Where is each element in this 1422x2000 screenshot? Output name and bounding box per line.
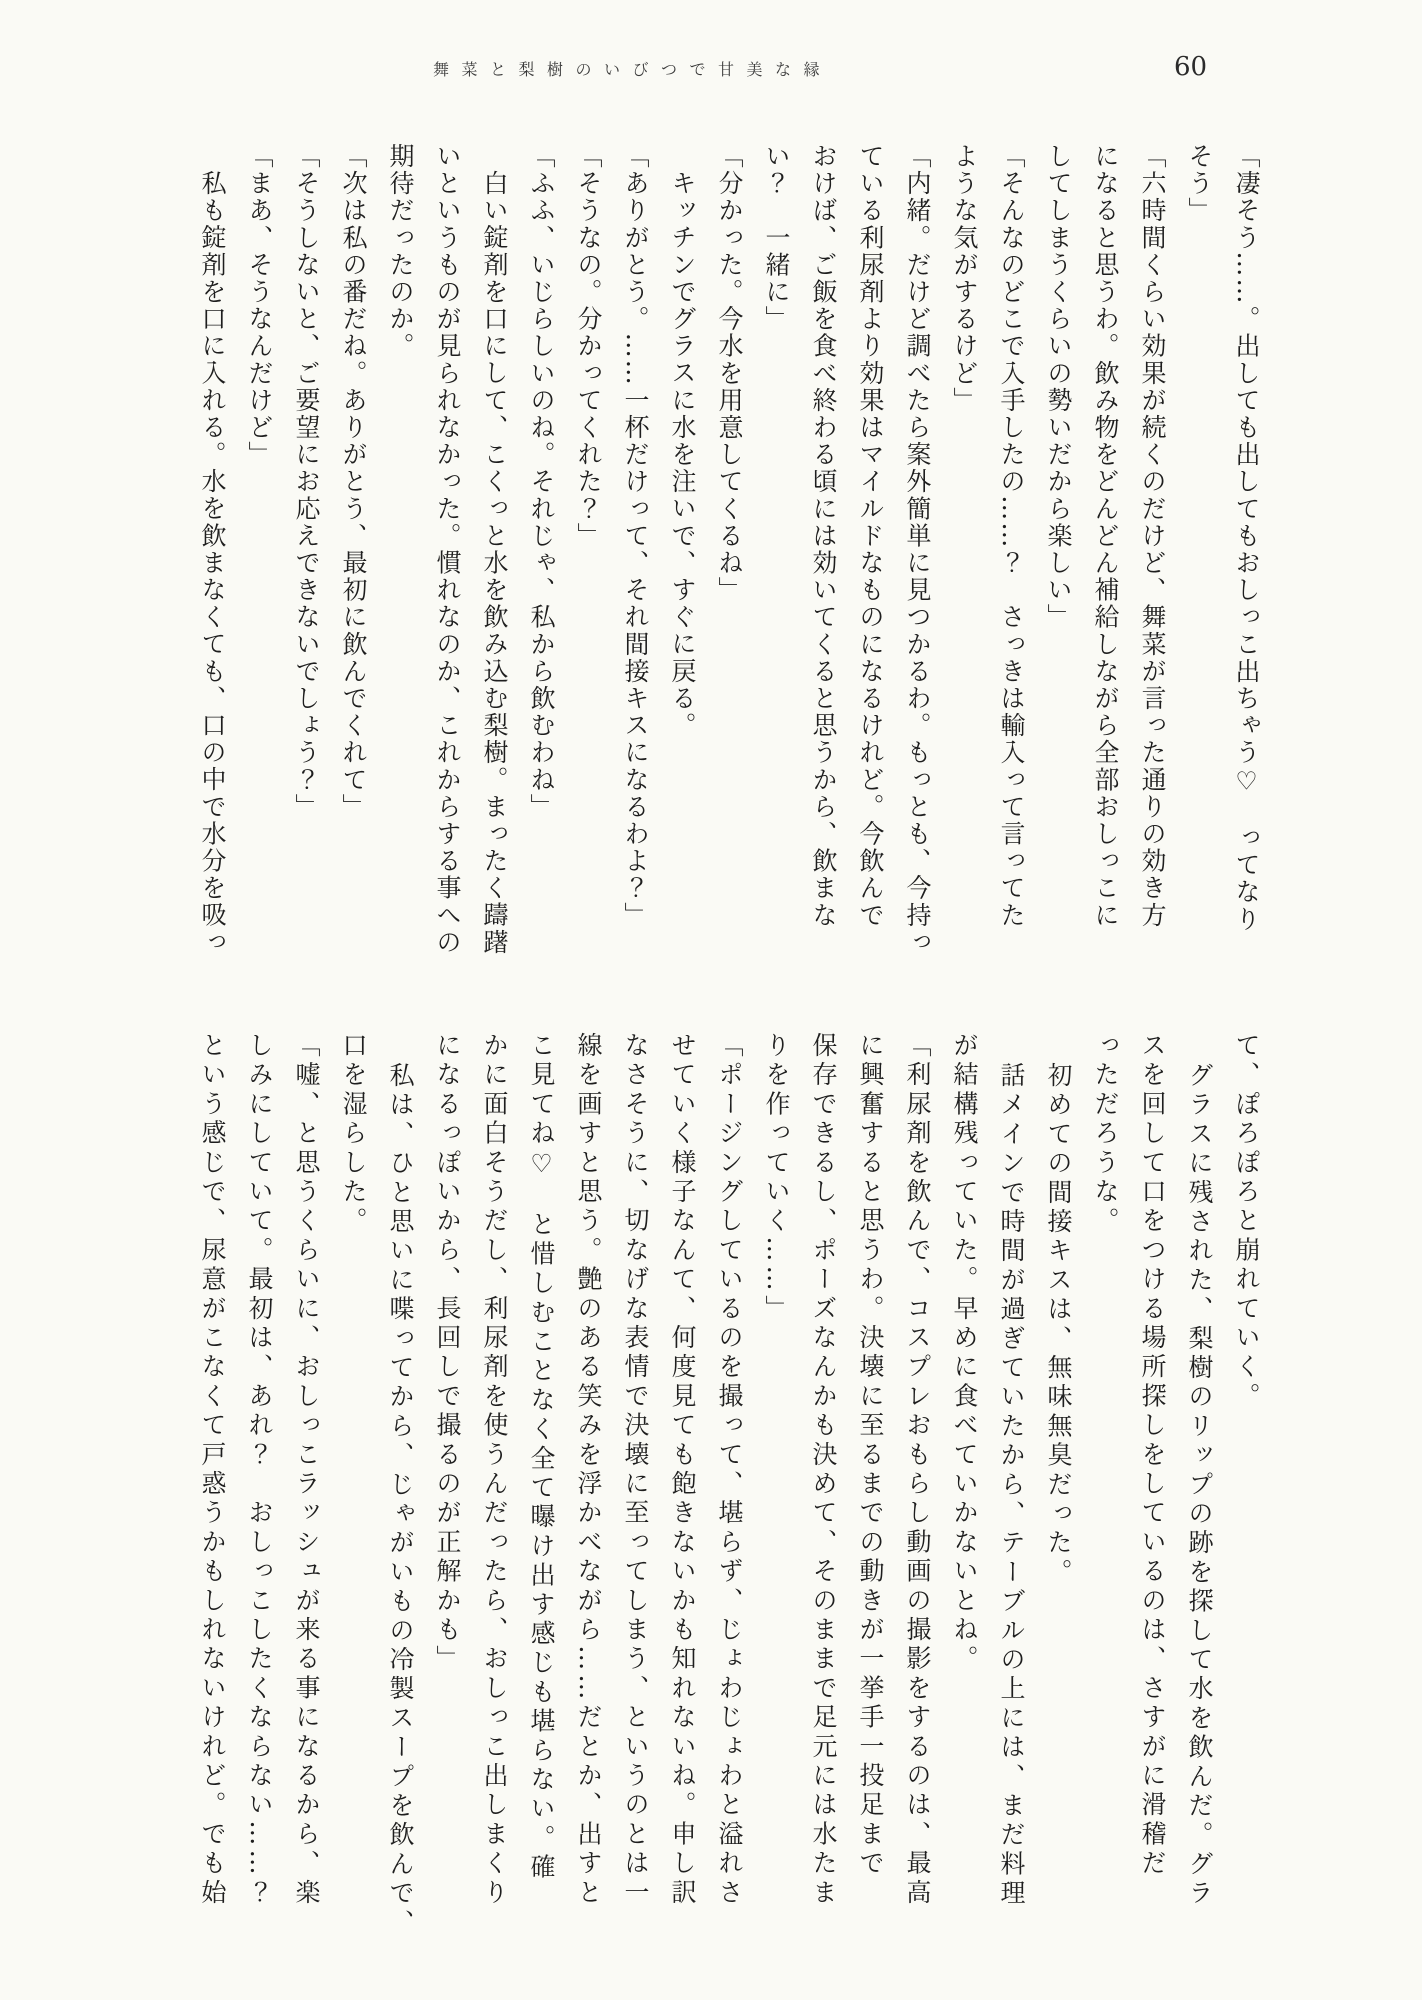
text-line: 「次は私の番だね。ありがとう、最初に飲んでくれて」 — [339, 143, 368, 821]
text-line: なさそうに、切なげな表情で決壊に至ってしまう、というのとは一 — [621, 1032, 650, 1908]
text-line: せていく様子なんて、何度見ても飽きないかも知れないね。申し訳 — [668, 1032, 697, 1908]
text-line: しみにしていて。最初は、あれ？ おしっこしたくならない……？ — [245, 1032, 274, 1908]
text-line: いというものが見られなかった。慣れなのか、これからする事への — [433, 143, 462, 956]
text-line: 「六時間くらい効果が続くのだけど、舞菜が言った通りの効き方 — [1138, 143, 1167, 929]
text-line: おけば、ご飯を食べ終わる頃には効いてくると思うから、飲まな — [809, 143, 838, 929]
text-line: っただろうな。 — [1091, 1032, 1120, 1237]
text-line: 口を湿らした。 — [339, 1032, 368, 1237]
text-line: ような気がするけど」 — [950, 143, 979, 414]
text-line: スを回して口をつける場所探しをしているのは、さすがに滑稽だ — [1138, 1032, 1167, 1879]
text-line: 保存できるし、ポーズなんかも決めて、そのままで足元には水たま — [809, 1032, 838, 1908]
text-line: 「まあ、そうなんだけど」 — [245, 143, 274, 469]
text-block-top — [184, 143, 1270, 985]
text-line: 「分かった。今水を用意してくるね」 — [715, 143, 744, 604]
text-line: 期待だったのか。 — [386, 143, 415, 360]
text-line: 線を画すと思う。艶のある笑みを浮かべながら……だとか、出すと — [574, 1032, 603, 1908]
text-line: 白い錠剤を口にして、こくっと水を飲み込む梨樹。まったく躊躇 — [480, 170, 509, 956]
text-line: そう」 — [1185, 143, 1214, 225]
text-line: 「そうしないと、ご要望にお応えできないでしょう？」 — [292, 143, 321, 821]
text-line: に興奮すると思うわ。決壊に至るまでの動きが一挙手一投足まで — [856, 1032, 885, 1879]
text-line: こ見てね♡ と惜しむことなく全て曝け出す感じも堪らない。確 — [527, 1032, 556, 1883]
text-line: 話メインで時間が過ぎていたから、テーブルの上には、まだ料理 — [997, 1062, 1026, 1909]
text-line: 「利尿剤を飲んで、コスプレおもらし動画の撮影をするのは、最高 — [903, 1032, 932, 1908]
text-line: してしまうくらいの勢いだから楽しい」 — [1044, 143, 1073, 631]
text-line: りを作っていく……」 — [762, 1032, 791, 1324]
text-block-bottom — [184, 1032, 1270, 1988]
text-line: という感じで、尿意がこなくて戸惑うかもしれないけれど。でも始 — [198, 1032, 227, 1908]
text-line: が結構残っていた。早めに食べていかないとね。 — [950, 1032, 979, 1675]
text-line: 私は、ひと思いに喋ってから、じゃがいもの冷製スープを飲んで、 — [386, 1062, 415, 1938]
text-line: 初めての間接キスは、無味無臭だった。 — [1044, 1062, 1073, 1588]
text-line: 「内緒。だけど調べたら案外簡単に見つかるわ。もっとも、今持っ — [903, 143, 932, 956]
text-line: て、ぽろぽろと崩れていく。 — [1232, 1032, 1261, 1412]
text-line: かに面白そうだし、利尿剤を使うんだったら、おしっこ出しまくり — [480, 1032, 509, 1908]
text-line: になると思うわ。飲み物をどんどん補給しながら全部おしっこに — [1091, 143, 1120, 929]
text-line: 「ありがとう。……一杯だけって、それ間接キスになるわよ？」 — [621, 143, 650, 929]
text-line: 「凄そう……。出しても出してもおしっこ出ちゃう♡ ってなり — [1232, 143, 1261, 933]
text-line: 私も錠剤を口に入れる。水を飲まなくても、口の中で水分を吸っ — [198, 170, 227, 956]
running-header-title: 舞菜と梨樹のいびつで甘美な縁 — [433, 60, 833, 79]
text-line: 「ふふ、いじらしいのね。それじゃ、私から飲むわね」 — [527, 143, 556, 821]
text-line: になるっぽいから、長回しで撮るのが正解かも」 — [433, 1032, 462, 1675]
text-line: 「嘘、と思うくらいに、おしっこラッシュが来る事になるから、楽 — [292, 1032, 321, 1908]
text-line: 「そんなのどこで入手したの……？ さっきは輸入って言ってた — [997, 143, 1026, 929]
text-line: グラスに残された、梨樹のリップの跡を探して水を飲んだ。グラ — [1185, 1062, 1214, 1909]
text-line: 「そうなの。分かってくれた？」 — [574, 143, 603, 550]
text-line: い？ 一緒に」 — [762, 143, 791, 333]
text-line: キッチンでグラスに水を注いで、すぐに戻る。 — [668, 170, 697, 740]
text-line: ている利尿剤より効果はマイルドなものになるけれど。今飲んで — [856, 143, 885, 929]
page-number: 60 — [1174, 52, 1208, 82]
text-line: 「ポージングしているのを撮って、堪らず、じょわじょわと溢れさ — [715, 1032, 744, 1908]
